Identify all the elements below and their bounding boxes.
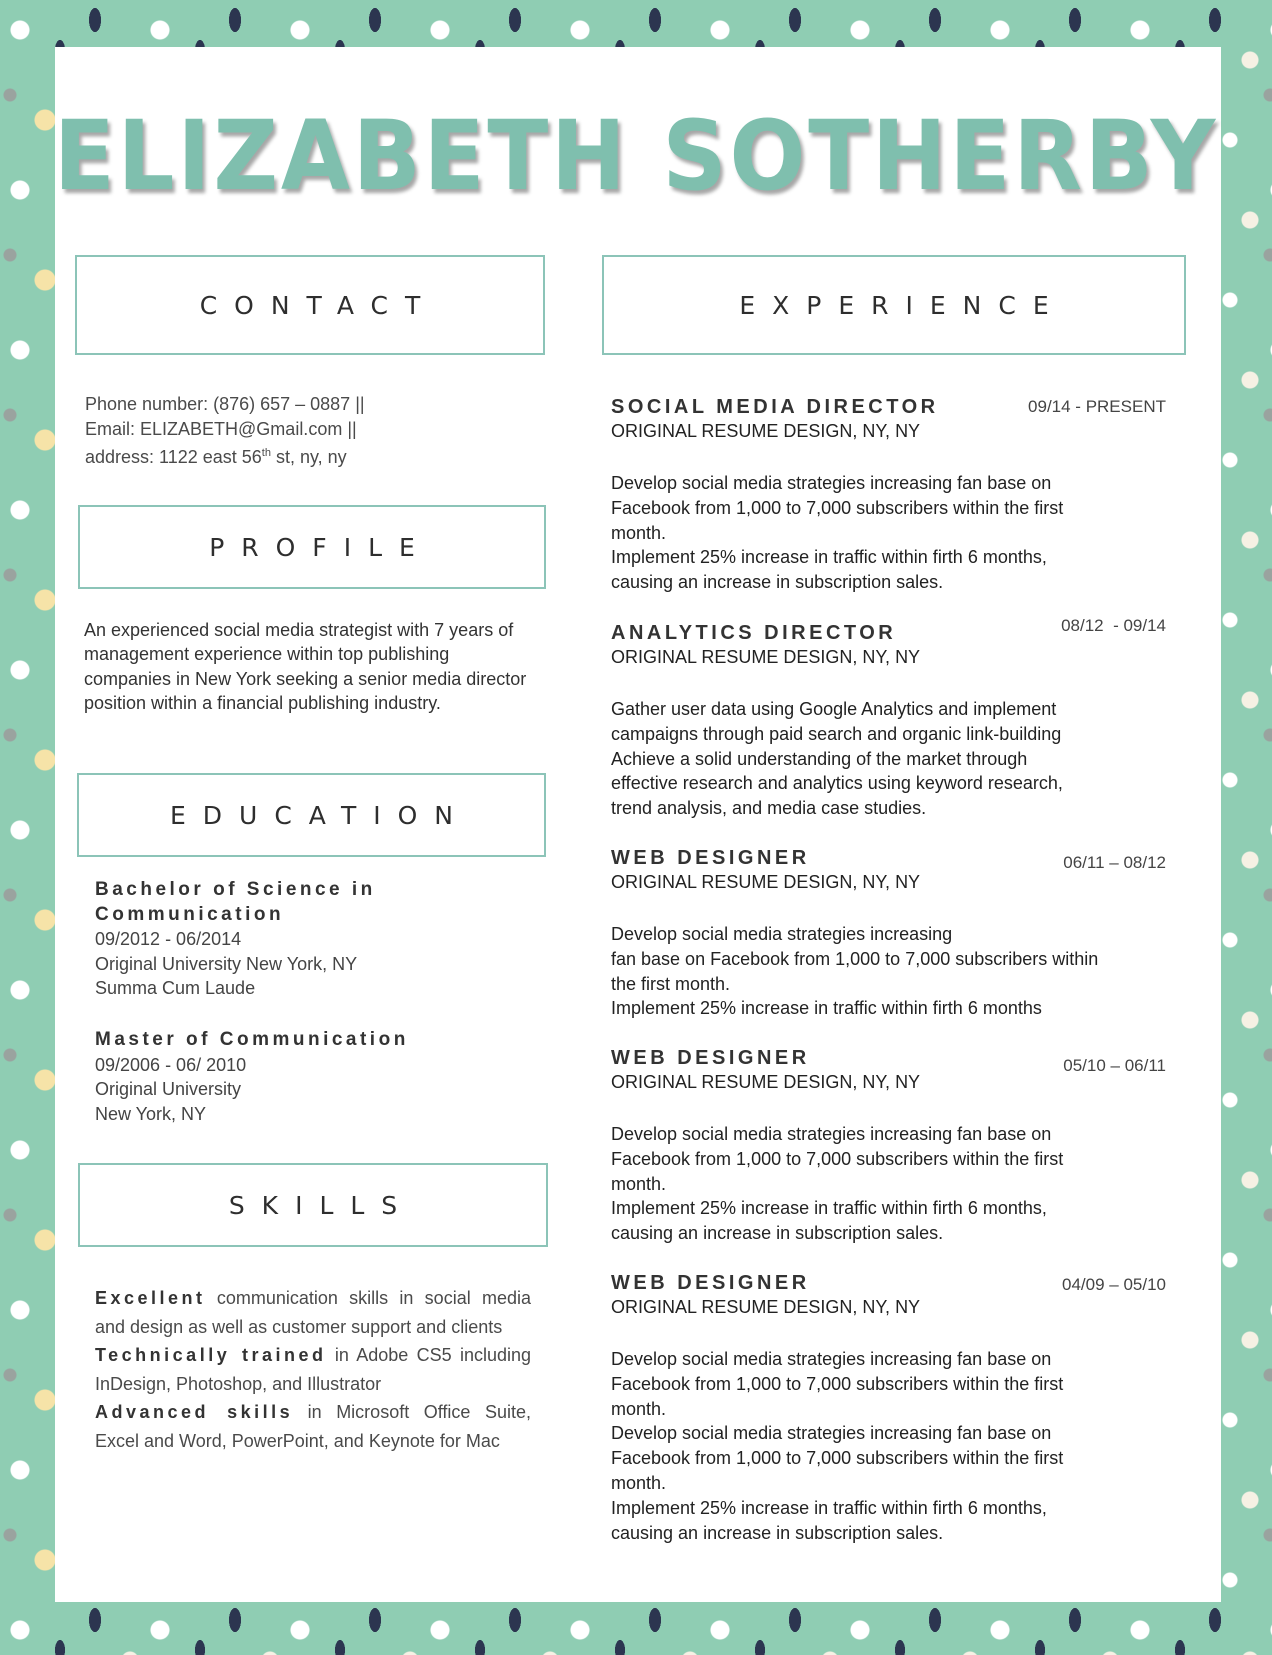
job-description: Develop social media strategies increasing fan base on Facebook from 1,000 to 7,000 subscribers within the first month. Implement 25% increase in traffic within firth 6 months, causing an increase in subscription sales. [611, 473, 1064, 593]
contact-heading-box [75, 255, 545, 355]
job-company: ORIGINAL RESUME DESIGN, NY, NY [611, 647, 921, 667]
contact-details [85, 392, 535, 470]
education-entry-1 [95, 878, 535, 1001]
experience-heading: EXPERIENCE [739, 290, 1066, 320]
degree-dates: 09/2012 - 06/2014 [95, 929, 242, 949]
job-description: Gather user data using Google Analytics and implement campaigns through paid search and organic link-building Achieve a solid understanding of the market through effective research and analytics using keyword research, trend analysis, and media case studies. [611, 699, 1063, 819]
job-company: ORIGINAL RESUME DESIGN, NY, NY [611, 1072, 921, 1092]
education-entry-2 [95, 1028, 535, 1126]
job-description: Develop social media strategies increasing fan base on Facebook from 1,000 to 7,000 subscribers within the first month. Implement 25% increase in traffic within firth 6 months [611, 924, 1099, 1019]
skills-heading: SKILLS [228, 1190, 415, 1220]
job-title: WEB DESIGNER [611, 1272, 810, 1294]
job-dates: 06/11 – 08/12 [1063, 853, 1166, 872]
degree-school: Original University New York, NY [95, 953, 358, 974]
job-description: Develop social media strategies increasing fan base on Facebook from 1,000 to 7,000 subscribers within the first month. Develop social media strategies increasing fan base on Facebook from 1,000 to 7,000 subscribers within the first month. Implement 25% increase in traffic within firth 6 months, causing an increase in subscription sales. [611, 1349, 1064, 1543]
profile-text: An experienced social media strategist with 7 years of management experience within top publishing companies in New York seeking a senior media director position within a financial publishing industry. [84, 620, 527, 714]
contact-phone: Phone number: (876) 657 – 0887 || [85, 394, 365, 414]
job-title: SOCIAL MEDIA DIRECTOR [611, 396, 939, 418]
job-dates: 05/10 – 06/11 [1063, 1056, 1166, 1075]
job-dates: 08/12 - 09/14 [1061, 616, 1166, 635]
job-company: ORIGINAL RESUME DESIGN, NY, NY [611, 1297, 921, 1317]
contact-email: Email: ELIZABETH@Gmail.com || [85, 418, 357, 439]
degree-title: Master of Communication [95, 1029, 409, 1050]
degree-honors: Summa Cum Laude [95, 978, 256, 998]
job-company: ORIGINAL RESUME DESIGN, NY, NY [611, 421, 921, 441]
degree-school: Original University [95, 1079, 242, 1099]
job-dates: 04/09 – 05/10 [1062, 1275, 1166, 1294]
profile-heading: PROFILE [209, 532, 432, 562]
experience-heading-box [602, 255, 1186, 355]
job-description: Develop social media strategies increasing fan base on Facebook from 1,000 to 7,000 subscribers within the first month. Implement 25% increase in traffic within firth 6 months, causing an increase in subscription sales. [611, 1124, 1064, 1244]
job-company: ORIGINAL RESUME DESIGN, NY, NY [611, 872, 921, 892]
education-heading-box [77, 773, 546, 857]
job-title: ANALYTICS DIRECTOR [611, 622, 897, 644]
degree-title: Bachelor of Science in [95, 879, 376, 900]
resume-name: ELIZABETH SOTHERBY [53, 100, 1219, 212]
skill-item: Excellent communication skills in social media and design as well as customer support and clients [95, 1288, 531, 1337]
job-title: WEB DESIGNER [611, 847, 810, 869]
degree-dates: 09/2006 - 06/ 2010 [95, 1054, 247, 1075]
job-title: WEB DESIGNER [611, 1047, 810, 1069]
contact-address: address: 1122 east 56th st, ny, ny [85, 447, 347, 467]
education-heading: EDUCATION [170, 800, 470, 830]
contact-heading: CONTACT [199, 290, 438, 320]
skill-item: Technically trained in Adobe CS5 including InDesign, Photoshop, and Illustrator [95, 1345, 531, 1394]
profile-heading-box [78, 505, 546, 589]
skill-item: Advanced skills in Microsoft Office Suite, Excel and Word, PowerPoint, and Keynote for Mac [95, 1402, 531, 1451]
job-dates: 09/14 - PRESENT [1028, 397, 1166, 416]
skills-list [95, 1284, 531, 1456]
degree-title-cont: Communication [95, 903, 285, 925]
skills-heading-box [78, 1163, 548, 1247]
degree-location: New York, NY [95, 1103, 207, 1124]
